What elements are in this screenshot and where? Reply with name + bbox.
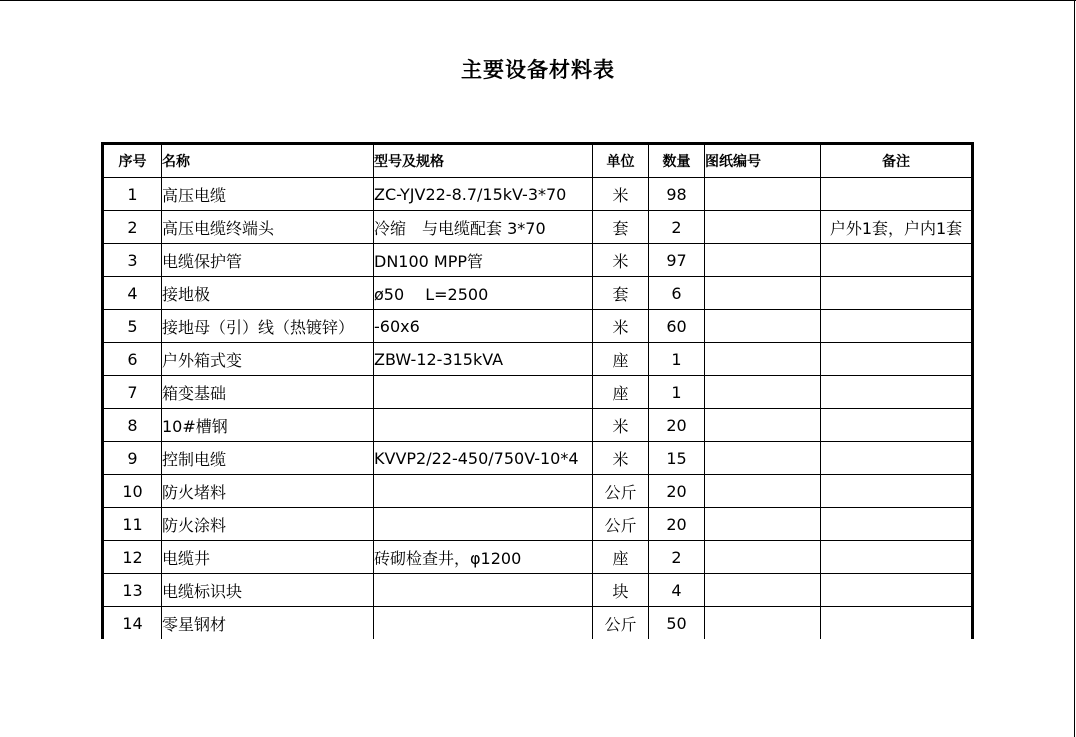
- cell-no: 11: [103, 508, 162, 541]
- cell-qty: 50: [649, 607, 705, 640]
- cell-spec: [374, 508, 593, 541]
- cell-name: 电缆井: [162, 541, 374, 574]
- cell-unit: 米: [593, 442, 649, 475]
- cell-drawing: [705, 376, 821, 409]
- cell-qty: 1: [649, 376, 705, 409]
- cell-name: 电缆标识块: [162, 574, 374, 607]
- cell-drawing: [705, 607, 821, 640]
- header-unit: 单位: [593, 144, 649, 178]
- cell-qty: 20: [649, 475, 705, 508]
- cell-no: 5: [103, 310, 162, 343]
- cell-drawing: [705, 541, 821, 574]
- table-row: [103, 541, 973, 574]
- cell-qty: 98: [649, 178, 705, 211]
- cell-remark: 户外1套，户内1套: [821, 211, 973, 244]
- cell-spec: [374, 574, 593, 607]
- cell-no: 8: [103, 409, 162, 442]
- cell-spec: [374, 607, 593, 640]
- cell-no: 2: [103, 211, 162, 244]
- table-header-row: [103, 144, 973, 178]
- table-row: [103, 178, 973, 211]
- cell-spec: KVVP2/22-450/750V-10*4: [374, 442, 593, 475]
- cell-remark: [821, 310, 973, 343]
- cell-qty: 15: [649, 442, 705, 475]
- cell-no: 3: [103, 244, 162, 277]
- cell-name: 接地母（引）线（热镀锌）: [162, 310, 374, 343]
- cell-qty: 20: [649, 409, 705, 442]
- table-row: [103, 343, 973, 376]
- cell-unit: 座: [593, 376, 649, 409]
- table-row: [103, 442, 973, 475]
- cell-spec: DN100 MPP管: [374, 244, 593, 277]
- cell-unit: 米: [593, 310, 649, 343]
- cell-name: 高压电缆: [162, 178, 374, 211]
- cell-drawing: [705, 310, 821, 343]
- cell-name: 控制电缆: [162, 442, 374, 475]
- cell-qty: 20: [649, 508, 705, 541]
- cell-remark: [821, 475, 973, 508]
- frame-border-top: [0, 0, 1076, 1]
- cell-no: 1: [103, 178, 162, 211]
- cell-unit: 米: [593, 244, 649, 277]
- cell-qty: 6: [649, 277, 705, 310]
- cell-unit: 米: [593, 409, 649, 442]
- table-row: [103, 244, 973, 277]
- cell-unit: 米: [593, 178, 649, 211]
- cell-name: 箱变基础: [162, 376, 374, 409]
- header-spec: 型号及规格: [374, 144, 593, 178]
- cell-no: 13: [103, 574, 162, 607]
- cell-qty: 60: [649, 310, 705, 343]
- cell-unit: 座: [593, 541, 649, 574]
- table-row: [103, 475, 973, 508]
- cell-spec: ZC-YJV22-8.7/15kV-3*70: [374, 178, 593, 211]
- cell-name: 防火堵料: [162, 475, 374, 508]
- cell-drawing: [705, 244, 821, 277]
- header-name: 名称: [162, 144, 374, 178]
- cell-name: 零星钢材: [162, 607, 374, 640]
- cell-drawing: [705, 409, 821, 442]
- cell-remark: [821, 442, 973, 475]
- header-qty: 数量: [649, 144, 705, 178]
- cell-spec: 冷缩 与电缆配套 3*70: [374, 211, 593, 244]
- cell-spec: ø50 L=2500: [374, 277, 593, 310]
- table-row: [103, 574, 973, 607]
- cell-unit: 套: [593, 211, 649, 244]
- cell-qty: 4: [649, 574, 705, 607]
- cell-spec: 砖砌检查井，φ1200: [374, 541, 593, 574]
- cell-no: 10: [103, 475, 162, 508]
- table-row: [103, 607, 973, 640]
- cell-qty: 97: [649, 244, 705, 277]
- cell-drawing: [705, 442, 821, 475]
- cell-drawing: [705, 211, 821, 244]
- cell-remark: [821, 574, 973, 607]
- cell-spec: [374, 409, 593, 442]
- header-remark: 备注: [821, 144, 973, 178]
- cell-drawing: [705, 343, 821, 376]
- cell-qty: 1: [649, 343, 705, 376]
- cell-qty: 2: [649, 541, 705, 574]
- cell-name: 接地极: [162, 277, 374, 310]
- cell-no: 14: [103, 607, 162, 640]
- table-row: [103, 211, 973, 244]
- cell-remark: [821, 343, 973, 376]
- cell-name: 防火涂料: [162, 508, 374, 541]
- cell-remark: [821, 607, 973, 640]
- cell-remark: [821, 508, 973, 541]
- cell-spec: [374, 475, 593, 508]
- cell-name: 户外箱式变: [162, 343, 374, 376]
- cell-spec: [374, 376, 593, 409]
- material-table: [101, 142, 974, 639]
- cell-unit: 块: [593, 574, 649, 607]
- cell-drawing: [705, 277, 821, 310]
- cell-no: 6: [103, 343, 162, 376]
- cell-remark: [821, 178, 973, 211]
- cell-no: 9: [103, 442, 162, 475]
- cell-unit: 座: [593, 343, 649, 376]
- table-row: [103, 508, 973, 541]
- frame-border-right: [1074, 0, 1075, 737]
- cell-name: 10#槽钢: [162, 409, 374, 442]
- header-drawing: 图纸编号: [705, 144, 821, 178]
- header-no: 序号: [103, 144, 162, 178]
- cell-spec: -60x6: [374, 310, 593, 343]
- cell-spec: ZBW-12-315kVA: [374, 343, 593, 376]
- cell-name: 电缆保护管: [162, 244, 374, 277]
- cell-drawing: [705, 508, 821, 541]
- cell-drawing: [705, 178, 821, 211]
- cell-no: 12: [103, 541, 162, 574]
- cell-remark: [821, 376, 973, 409]
- table-row: [103, 310, 973, 343]
- table-row: [103, 409, 973, 442]
- cell-unit: 公斤: [593, 475, 649, 508]
- cell-unit: 套: [593, 277, 649, 310]
- cell-unit: 公斤: [593, 508, 649, 541]
- page-title: 主要设备材料表: [461, 57, 615, 82]
- table-row: [103, 376, 973, 409]
- cell-no: 7: [103, 376, 162, 409]
- cell-qty: 2: [649, 211, 705, 244]
- table-row: [103, 277, 973, 310]
- cell-drawing: [705, 475, 821, 508]
- cell-unit: 公斤: [593, 607, 649, 640]
- cell-remark: [821, 244, 973, 277]
- cell-remark: [821, 277, 973, 310]
- cell-name: 高压电缆终端头: [162, 211, 374, 244]
- cell-drawing: [705, 574, 821, 607]
- cell-remark: [821, 541, 973, 574]
- cell-remark: [821, 409, 973, 442]
- cell-no: 4: [103, 277, 162, 310]
